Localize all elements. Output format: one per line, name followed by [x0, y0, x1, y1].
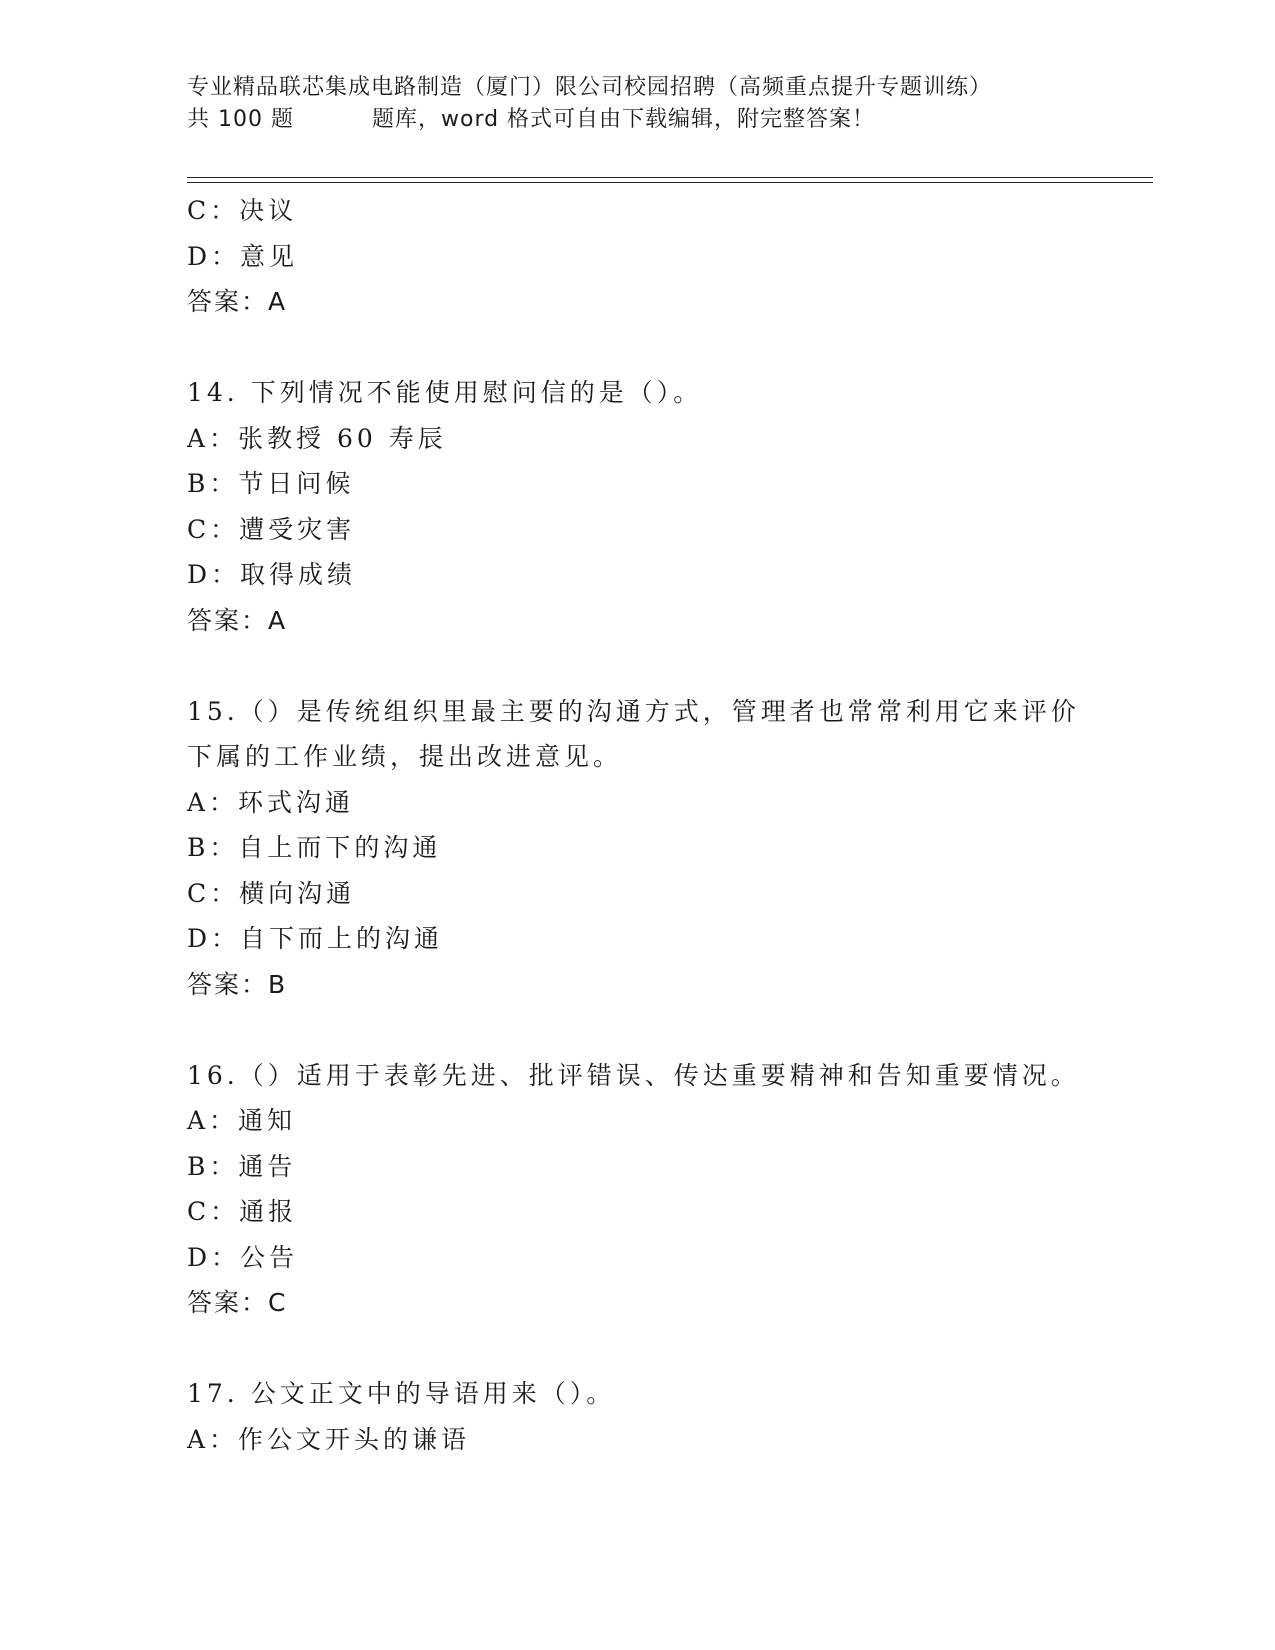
option-d: D：公告: [187, 1242, 299, 1272]
question-list: [187, 188, 1153, 1462]
question-16-stem: 16.（）适用于表彰先进、批评错误、传达重要精神和告知重要情况。: [187, 1060, 1080, 1090]
option-d: D：取得成绩: [187, 560, 357, 589]
header-title-line: 专业精品联芯集成电路制造（厦门）限公司校园招聘（高频重点提升专题训练）: [187, 75, 993, 100]
option-b: B：通告: [187, 1151, 297, 1181]
answer: 答案：C: [187, 1288, 288, 1317]
option-d: D：意见: [187, 241, 299, 271]
option-c: C：遭受灾害: [187, 514, 356, 544]
answer: 答案：B: [187, 969, 288, 999]
header-divider-bottom: [187, 182, 1153, 183]
question-count: 共 100 题: [187, 107, 294, 132]
option-b: B：节日问候: [187, 469, 355, 498]
question-17-stem: 17. 公文正文中的导语用来（）。: [187, 1379, 616, 1408]
option-c: C：通报: [187, 1197, 298, 1226]
spacer: [187, 643, 1153, 689]
question-15-stem-continued: 下属的工作业绩，提出改进意见。: [187, 742, 623, 771]
option-d: D：自下而上的沟通: [187, 924, 444, 953]
option-a: A：通知: [187, 1106, 297, 1135]
option-a: A：环式沟通: [187, 787, 355, 817]
option-c: C：横向沟通: [187, 878, 356, 908]
spacer: [187, 1007, 1153, 1053]
document-header: [187, 72, 1087, 136]
answer: 答案：A: [187, 605, 288, 635]
question-15-stem: 15.（）是传统组织里最主要的沟通方式，管理者也常常利用它来评价: [187, 696, 1080, 726]
header-description: 题库，word 格式可自由下载编辑，附完整答案！: [371, 107, 876, 132]
option-c: C：决议: [187, 196, 298, 225]
spacer: [187, 325, 1153, 371]
option-a: A：作公文开头的谦语: [187, 1424, 471, 1454]
spacer: [187, 1326, 1153, 1372]
header-subtitle-line: [187, 104, 1087, 136]
question-14-stem: 14. 下列情况不能使用慰问信的是（）。: [187, 378, 703, 407]
answer: 答案：A: [187, 287, 288, 316]
header-divider-top: [187, 177, 1153, 178]
option-b: B：自上而下的沟通: [187, 833, 442, 862]
option-a: A：张教授 60 寿辰: [187, 423, 447, 453]
